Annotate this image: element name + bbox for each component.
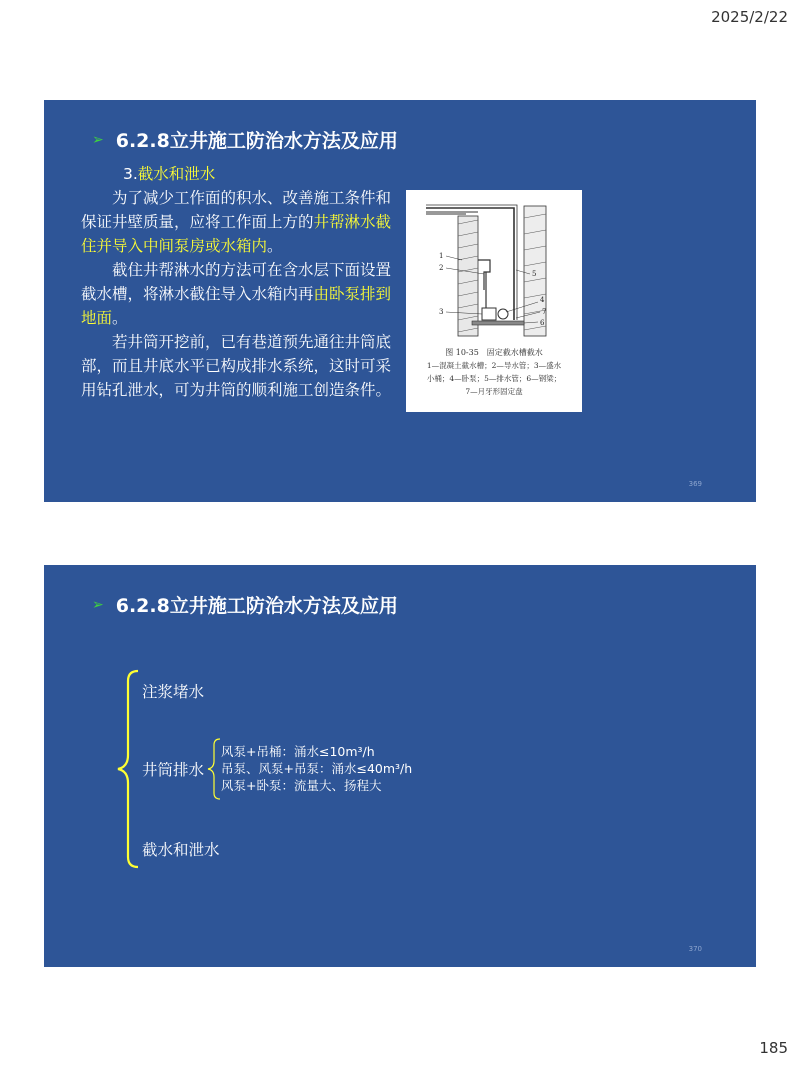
- svg-text:1: 1: [439, 252, 444, 260]
- body-text: [81, 162, 403, 402]
- svg-text:5: 5: [532, 270, 537, 278]
- arrow-bullet-icon: ➢: [92, 596, 104, 613]
- slide-title-row: [92, 126, 398, 153]
- sub-item-2: 吊泵、风泵+吊泵：涌水≤40m³/h: [221, 761, 413, 776]
- subheading: 3.截水和泄水: [123, 165, 216, 183]
- slide-369: [44, 100, 756, 502]
- drainage-sub-items: [221, 743, 412, 794]
- tree-item-intercept-drain: 截水和泄水: [142, 841, 220, 859]
- svg-text:7: 7: [542, 308, 547, 316]
- water-trough-diagram: [406, 190, 582, 346]
- figure-caption: 图 10-35 固定截水槽截水 1—混凝土截水槽；2—导水管；3—盛水 小桶；4—卧泵；5—排水管；6—钢梁； 7—月牙形固定盘: [426, 348, 562, 396]
- drainage-diagram-figure: [406, 190, 582, 412]
- svg-text:4: 4: [540, 296, 545, 304]
- paragraph-1: 为了减少工作面的积水、改善施工条件和保证井壁质量，应将工作面上方的井帮淋水截住并导入中间泵房或水箱内。: [81, 189, 392, 255]
- svg-text:2: 2: [439, 264, 444, 272]
- print-date: 2025/2/22: [711, 8, 788, 26]
- paragraph-2: 截住井帮淋水的方法可在含水层下面设置截水槽，将淋水截住导入水箱内再由卧泵排到地面。: [81, 261, 392, 327]
- slide-title: 6.2.8立井施工防治水方法及应用: [115, 595, 398, 617]
- sub-curly-brace: [208, 739, 220, 799]
- slide-number: 370: [688, 945, 702, 953]
- slide-370: [44, 565, 756, 967]
- slide-number: 369: [688, 480, 702, 488]
- paragraph-3: 若井筒开挖前，已有巷道预先通往井筒底部，而且井底水平已构成排水系统，这时可采用钻孔泄水，可为井筒的顺利施工创造条件。: [81, 333, 392, 399]
- svg-text:3: 3: [439, 308, 444, 316]
- page-number: 185: [759, 1039, 788, 1057]
- svg-text:6: 6: [540, 319, 545, 327]
- arrow-bullet-icon: ➢: [92, 131, 104, 148]
- sub-item-3: 风泵+卧泵：流量大、扬程大: [221, 778, 382, 793]
- slide-title: 6.2.8立井施工防治水方法及应用: [115, 130, 398, 152]
- main-curly-brace: [118, 671, 138, 867]
- tree-item-shaft-drainage: 井筒排水: [142, 761, 205, 779]
- sub-item-1: 风泵+吊桶：涌水≤10m³/h: [221, 744, 375, 759]
- tree-item-grouting: 注浆堵水: [142, 683, 205, 701]
